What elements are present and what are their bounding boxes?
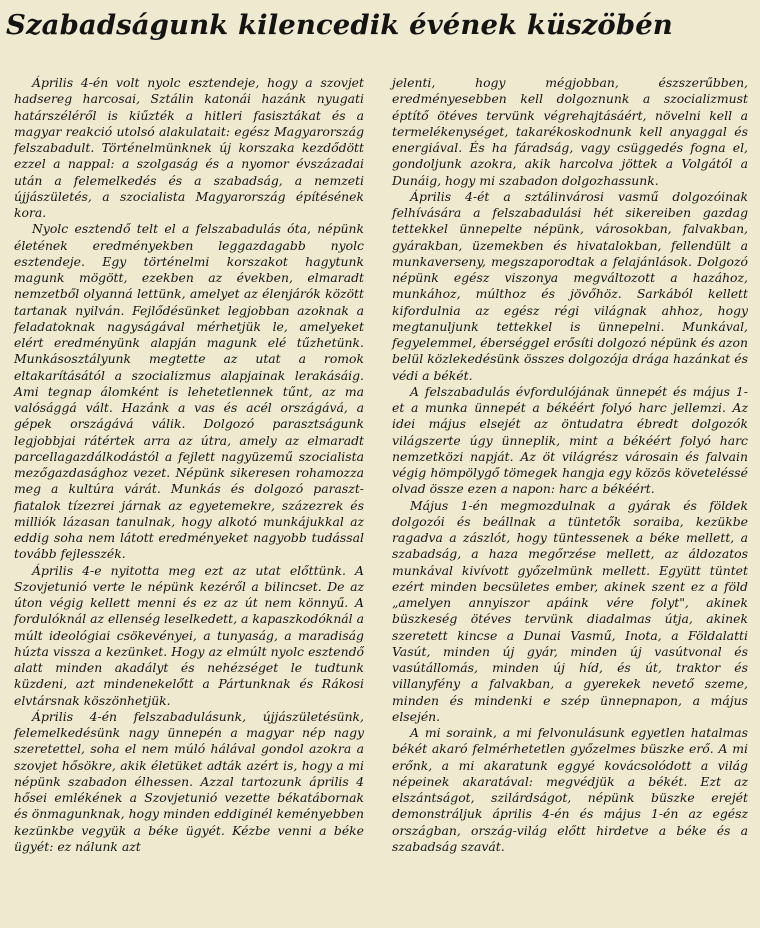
paragraph-continued: jelenti, hogy mégjobban, észszerűbben, eredményesebben kell dolgoznunk a szocializmust éptítő ötéves tervünk végrehajtásáért, növelni kell a termelékenységet, takarékoskodnunk kell anyaggal és energiával. És ha fáradság, vagy csüggedés fogna el, gondoljunk azokra, akik harcolva jöttek a Volgától a Dunáig, hogy mi szabadon dolgozhassunk. (392, 75, 748, 188)
paragraph: Nyolc esztendő telt el a felszabadulás óta, népünk életének eredményekben leggazdagabb nyolc esztendeje. Egy történelmi korszakot hagytunk magunk mögött, ezekben az években, elmaradt nemzetből olyanná lettünk, amelyet az élenjárók között tartanak nyilván. Fejlődésünket legjobban azoknak a feladatoknak nagyságával mérhetjük le, amelyeket elért eredményünk alapján magunk elé tűzhetünk. Munkásosztályunk megtette az utat a romok eltakarításától a szocializmus alapjainak lerakásáig. Ami tegnap álomként is lehetetlennek tűnt, az ma valósággá vált. Hazánk a vas és acél országává, a gépek országává válik. Dolgozó parasztságunk legjobbjai rátértek arra az útra, amely az elmaradt parcellagazdálkodástól a fejlett nagyüzemű szocialista mezőgazdasághoz vezet. Népünk sikeresen rohamozza meg a kultúra várát. Munkás és dolgozó paraszt-fiatalok tízezrei járnak az egyetemekre, százezrek és milliók lázasan tanulnak, hogy alkotó munkájukkal az eddig soha nem látott eredményeket nagyobb tudással tovább fejlesszék. (14, 221, 364, 562)
article-column-left (14, 75, 364, 855)
paragraph: Április 4-én volt nyolc esztendeje, hogy a szovjet hadsereg harcosai, Sztálin katonái hazánk nyugati határszéléről is kiűzték a hitleri fasisztákat és a magyar reakció utolsó alakulatait: egész Magyarország felszabadult. Történelmünknek új korszaka kezdődött ezzel a nappal: a szolgaság és a nyomor évszázadai után a felemelkedés és a szabadság, a nemzeti újjászületés, a szocialista Magyarország építésének kora. (14, 75, 364, 220)
paragraph: A felszabadulás évfordulójának ünnepét és május 1-et a munka ünnepét a békéért folyó harc jellemzi. Az idei május elsejét az öntudatra ébredt dolgozók világszerte úgy ünneplik, mint a békéért folyó harc nemzetközi napját. Az öt világrész városain és falvain végig hömpölygő tömegek hangja egy közös követeléssé olvad össze ezen a napon: harc a békéért. (392, 383, 748, 497)
paragraph: Április 4-én felszabadulásunk, újjászületésünk, felemelkedésünk nagy ünnepén a magyar nép nagy szeretettel, soha el nem múló hálával gondol azokra a szovjet hősökre, akik életüket adták azért is, hogy a mi népünk szabadon élhessen. Azzal tartozunk április 4 hősei emlékének a Szovjetunió vezette békatábornak és önmagunknak, hogy minden eddiginél keményebben kezünkbe vegyük a béke ügyét. Kézbe venni a béke ügyét: ez nálunk azt (14, 708, 364, 854)
article-column-right (392, 75, 748, 855)
paragraph: Április 4-ét a sztálinvárosi vasmű dolgozóinak felhívására a felszabadulási hét sikereiben gazdag tettekkel ünnepelte népünk, városokban, falvakban, gyárakban, üzemekben és hivatalokban, fellendült a munkaverseny, megszaporodtak a felajánlások. Dolgozó népünk egész viszonya megváltozott a hazához, munkához, múlthoz és jövőhöz. Sarkából kellett kifordulnia az egész régi világnak ahhoz, hogy megtanuljunk tettekkel is ünnepelni. Munkával, fegyelemmel, éberséggel erősíti dolgozó népünk és azon belül közlekedésünk összes dolgozója drága hazánkat és védi a békét. (392, 188, 748, 383)
paragraph: Május 1-én megmozdulnak a gyárak és földek dolgozói és beállnak a tüntetők soraiba, kezükbe ragadva a zászlót, hogy tüntessenek a béke mellett, a szabadság, a haza megőrzése mellett, az áldozatos munkával kivívott győzelmünk mellett. Együtt tüntet ezért minden becsületes ember, akinek szent ez a föld „amelyen annyiszor apáink vére folyt", akinek büszkeség ötéves tervünk diadalmas útja, akinek szeretett kincse a Dunai Vasmű, Inota, a Földalatti Vasút, minden új gyár, minden új vasútvonal és vasútállomás, minden új híd, és út, traktor és villanyfény a falvakban, a gyerekek nevető szeme, minden és mindenki e szép ünnepnapon, a május elsején. (392, 497, 748, 724)
paragraph: Április 4-e nyitotta meg ezt az utat előttünk. A Szovjetunió verte le népünk kezéről a bilincset. De az úton végig kellett menni és ez az út nem könnyű. A fordulóknál az ellenség leselkedett, a kapaszkodóknál a múlt ideológiai csökevényei, a tunyaság, a maradiság húzta vissza a kezünket. Hogy az elmúlt nyolc esztendő alatt minden akadályt és nehézséget le tudtunk küzdeni, azt mindenekelőtt a Pártunknak és Rákosi elvtársnak köszönhetjük. (14, 562, 364, 708)
article-headline: Szabadságunk kilencedik évének küszöbén (6, 9, 673, 41)
paragraph: A mi soraink, a mi felvonulásunk egyetlen hatalmas békét akaró felmérhetetlen győzelmes büszke erő. A mi erőnk, a mi akaratunk eggyé kovácsolódott a világ népeinek akaratával: megvédjük a békét. Ezt az elszántságot, szilárdságot, népünk büszke erejét demonstráljuk április 4-én és május 1-én az egész országban, ország-világ előtt hirdetve a béke és a szabadság szavát. (392, 725, 748, 854)
